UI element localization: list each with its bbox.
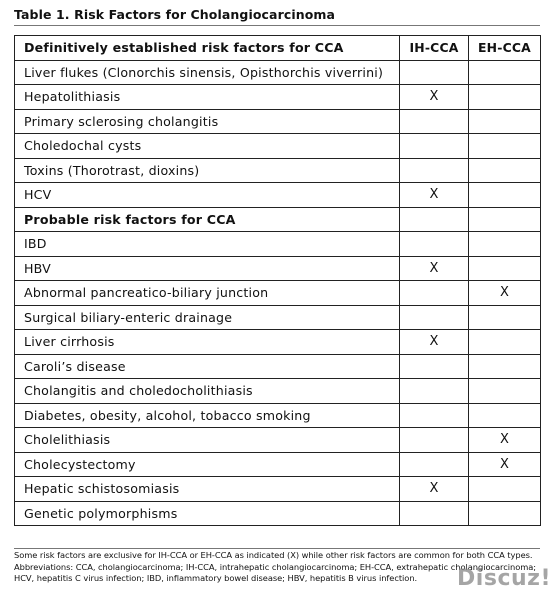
eh-cca-mark [469, 109, 541, 134]
eh-cca-mark: X [469, 428, 541, 453]
table-row [15, 60, 541, 85]
table-row [15, 85, 541, 110]
table-row [15, 256, 541, 281]
table-row [15, 158, 541, 183]
eh-cca-mark: X [469, 281, 541, 306]
table-row [15, 428, 541, 453]
table-row [15, 281, 541, 306]
risk-factor-label: HBV [15, 256, 400, 281]
table-row [15, 109, 541, 134]
ih-cca-mark: X [400, 330, 469, 355]
risk-factor-label: HCV [15, 183, 400, 208]
table-row [15, 330, 541, 355]
eh-cca-mark [469, 379, 541, 404]
risk-factor-label: Diabetes, obesity, alcohol, tobacco smoking [15, 403, 400, 428]
section-header-row [15, 207, 541, 232]
eh-cca-mark [469, 158, 541, 183]
bottom-rule [14, 548, 540, 549]
eh-cca-mark [469, 330, 541, 355]
table-row [15, 232, 541, 257]
eh-cca-mark [469, 477, 541, 502]
ih-cca-mark [400, 207, 469, 232]
risk-factor-label: Cholelithiasis [15, 428, 400, 453]
eh-cca-mark [469, 183, 541, 208]
risk-factor-label: Primary sclerosing cholangitis [15, 109, 400, 134]
eh-cca-mark [469, 207, 541, 232]
risk-factor-label: Liver cirrhosis [15, 330, 400, 355]
ih-cca-mark [400, 305, 469, 330]
ih-cca-mark: X [400, 256, 469, 281]
footnote-line: Abbreviations: CCA, cholangiocarcinoma; IH-CCA, intrahepatic cholangiocarcinoma; EH-CCA, extrahepatic cholangiocarcinoma; [14, 561, 537, 572]
risk-factor-label: Hepatolithiasis [15, 85, 400, 110]
section-label: Probable risk factors for CCA [15, 207, 400, 232]
eh-cca-mark [469, 256, 541, 281]
ih-cca-mark: X [400, 183, 469, 208]
table-row [15, 403, 541, 428]
table-row [15, 354, 541, 379]
risk-factor-label: IBD [15, 232, 400, 257]
risk-factor-label: Hepatic schistosomiasis [15, 477, 400, 502]
table-row [15, 379, 541, 404]
eh-cca-mark [469, 305, 541, 330]
footnote-line: Some risk factors are exclusive for IH-CCA or EH-CCA as indicated (X) while other risk factors are common for both CCA types. [14, 550, 533, 560]
ih-cca-mark [400, 428, 469, 453]
ih-cca-mark [400, 354, 469, 379]
section-label: Definitively established risk factors for CCA [15, 36, 400, 61]
footnote-line: HCV, hepatitis C virus infection; IBD, inflammatory bowel disease; HBV, hepatitis B virus infection. [14, 573, 418, 584]
eh-cca-mark [469, 134, 541, 159]
ih-cca-mark [400, 403, 469, 428]
risk-factor-label: Genetic polymorphisms [15, 501, 400, 526]
ih-cca-mark [400, 281, 469, 306]
risk-factor-label: Caroli’s disease [15, 354, 400, 379]
ih-cca-mark: X [400, 85, 469, 110]
table-body [15, 36, 541, 526]
eh-cca-mark [469, 501, 541, 526]
table-row [15, 134, 541, 159]
ih-cca-mark [400, 232, 469, 257]
risk-factor-label: Abnormal pancreatico-biliary junction [15, 281, 400, 306]
table-title: Table 1. Risk Factors for Cholangiocarcinoma [14, 7, 336, 22]
ih-cca-mark [400, 134, 469, 159]
risk-factors-table [14, 35, 541, 526]
table-row [15, 477, 541, 502]
eh-cca-mark [469, 232, 541, 257]
eh-cca-mark [469, 403, 541, 428]
eh-cca-mark [469, 354, 541, 379]
risk-factor-label: Choledochal cysts [15, 134, 400, 159]
top-rule [14, 25, 540, 26]
table-row [15, 501, 541, 526]
section-header-row [15, 36, 541, 61]
ih-cca-mark [400, 158, 469, 183]
ih-cca-mark [400, 452, 469, 477]
watermark-logo: Discuz! [457, 566, 551, 591]
eh-cca-mark [469, 85, 541, 110]
column-header-eh-cca: EH-CCA [469, 36, 541, 61]
ih-cca-mark: X [400, 477, 469, 502]
risk-factor-label: Surgical biliary-enteric drainage [15, 305, 400, 330]
ih-cca-mark [400, 60, 469, 85]
eh-cca-mark: X [469, 452, 541, 477]
ih-cca-mark [400, 501, 469, 526]
risk-factor-label: Liver flukes (Clonorchis sinensis, Opisthorchis viverrini) [15, 60, 400, 85]
table-row [15, 452, 541, 477]
ih-cca-mark [400, 379, 469, 404]
table-row [15, 183, 541, 208]
risk-factor-label: Toxins (Thorotrast, dioxins) [15, 158, 400, 183]
eh-cca-mark [469, 60, 541, 85]
table-row [15, 305, 541, 330]
risk-factor-label: Cholangitis and choledocholithiasis [15, 379, 400, 404]
ih-cca-mark [400, 109, 469, 134]
column-header-ih-cca: IH-CCA [400, 36, 469, 61]
risk-factor-label: Cholecystectomy [15, 452, 400, 477]
